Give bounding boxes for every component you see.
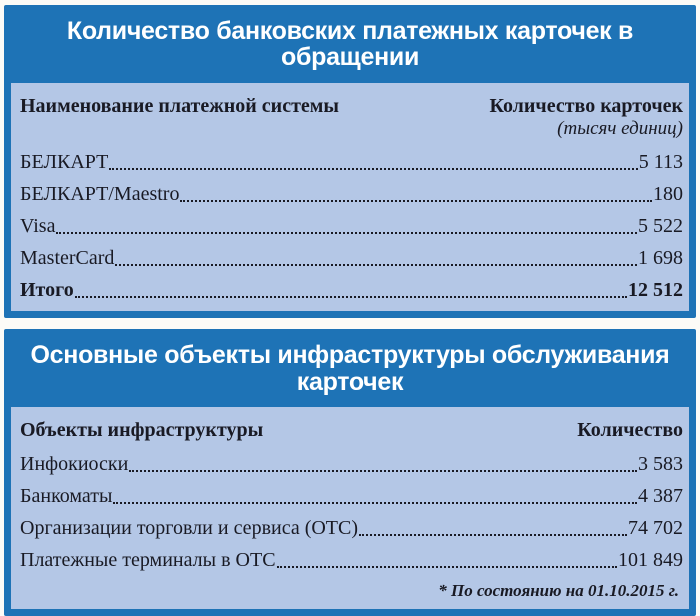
row-value: 4 387 [638,484,683,507]
cards-header-value-label: Количество карточек [489,94,683,117]
dot-leader [108,146,638,178]
row-value: 5 113 [638,151,683,174]
row-label: Итого [20,279,74,302]
row-label: Организации торговли и сервиса (ОТС) [20,516,359,539]
table-row [20,512,683,544]
dot-leader [114,242,638,274]
row-label: Visa [20,215,56,238]
table-row [20,178,683,210]
infrastructure-table-title: Основные объекты инфраструктуры обслуживания карточек [30,341,670,396]
row-value: 180 [653,183,683,206]
row-label: БЕЛКАРТ/Maestro [20,183,180,206]
dot-leader [55,210,638,242]
block-gap [4,318,696,329]
cards-table-block [4,5,696,318]
dot-leader [179,178,653,210]
dot-leader [276,544,618,576]
cards-header-value-column [489,95,683,140]
cards-header-value-unit: (тысяч единиц) [557,117,683,139]
cards-table-title: Количество банковских платежных карточек в обращении [66,17,634,72]
cards-header-name-column: Наименование платежной системы [20,94,340,117]
cards-table-panel [11,83,689,312]
infrastructure-header-name-column: Объекты инфраструктуры [20,418,264,441]
table-row [20,146,683,178]
infrastructure-table-panel [11,407,689,609]
row-label: Инфокиоски [20,452,129,475]
row-label: Банкоматы [20,484,113,507]
row-label: MasterCard [20,247,115,270]
row-value: 12 512 [628,279,683,302]
row-value: 1 698 [638,247,683,270]
table-row-total [20,274,683,306]
row-value: 74 702 [628,516,683,539]
infrastructure-table-block [4,329,696,616]
dot-leader [128,448,638,480]
row-value: 3 583 [638,452,683,475]
table-row [20,210,683,242]
row-value: 101 849 [618,548,683,571]
table-row [20,242,683,274]
dot-leader [74,274,628,306]
table-row [20,448,683,480]
footnote: * По состоянию на 01.10.2015 г. [438,580,679,600]
cards-table-header [20,91,683,147]
row-label: БЕЛКАРТ [20,151,109,174]
infrastructure-header-value-column: Количество [577,418,683,441]
row-value: 5 522 [638,215,683,238]
dot-leader [358,512,628,544]
row-label: Платежные терминалы в ОТС [20,548,276,571]
dot-leader [112,480,638,512]
infrastructure-table-header [20,415,683,448]
table-row [20,544,683,576]
table-row [20,480,683,512]
